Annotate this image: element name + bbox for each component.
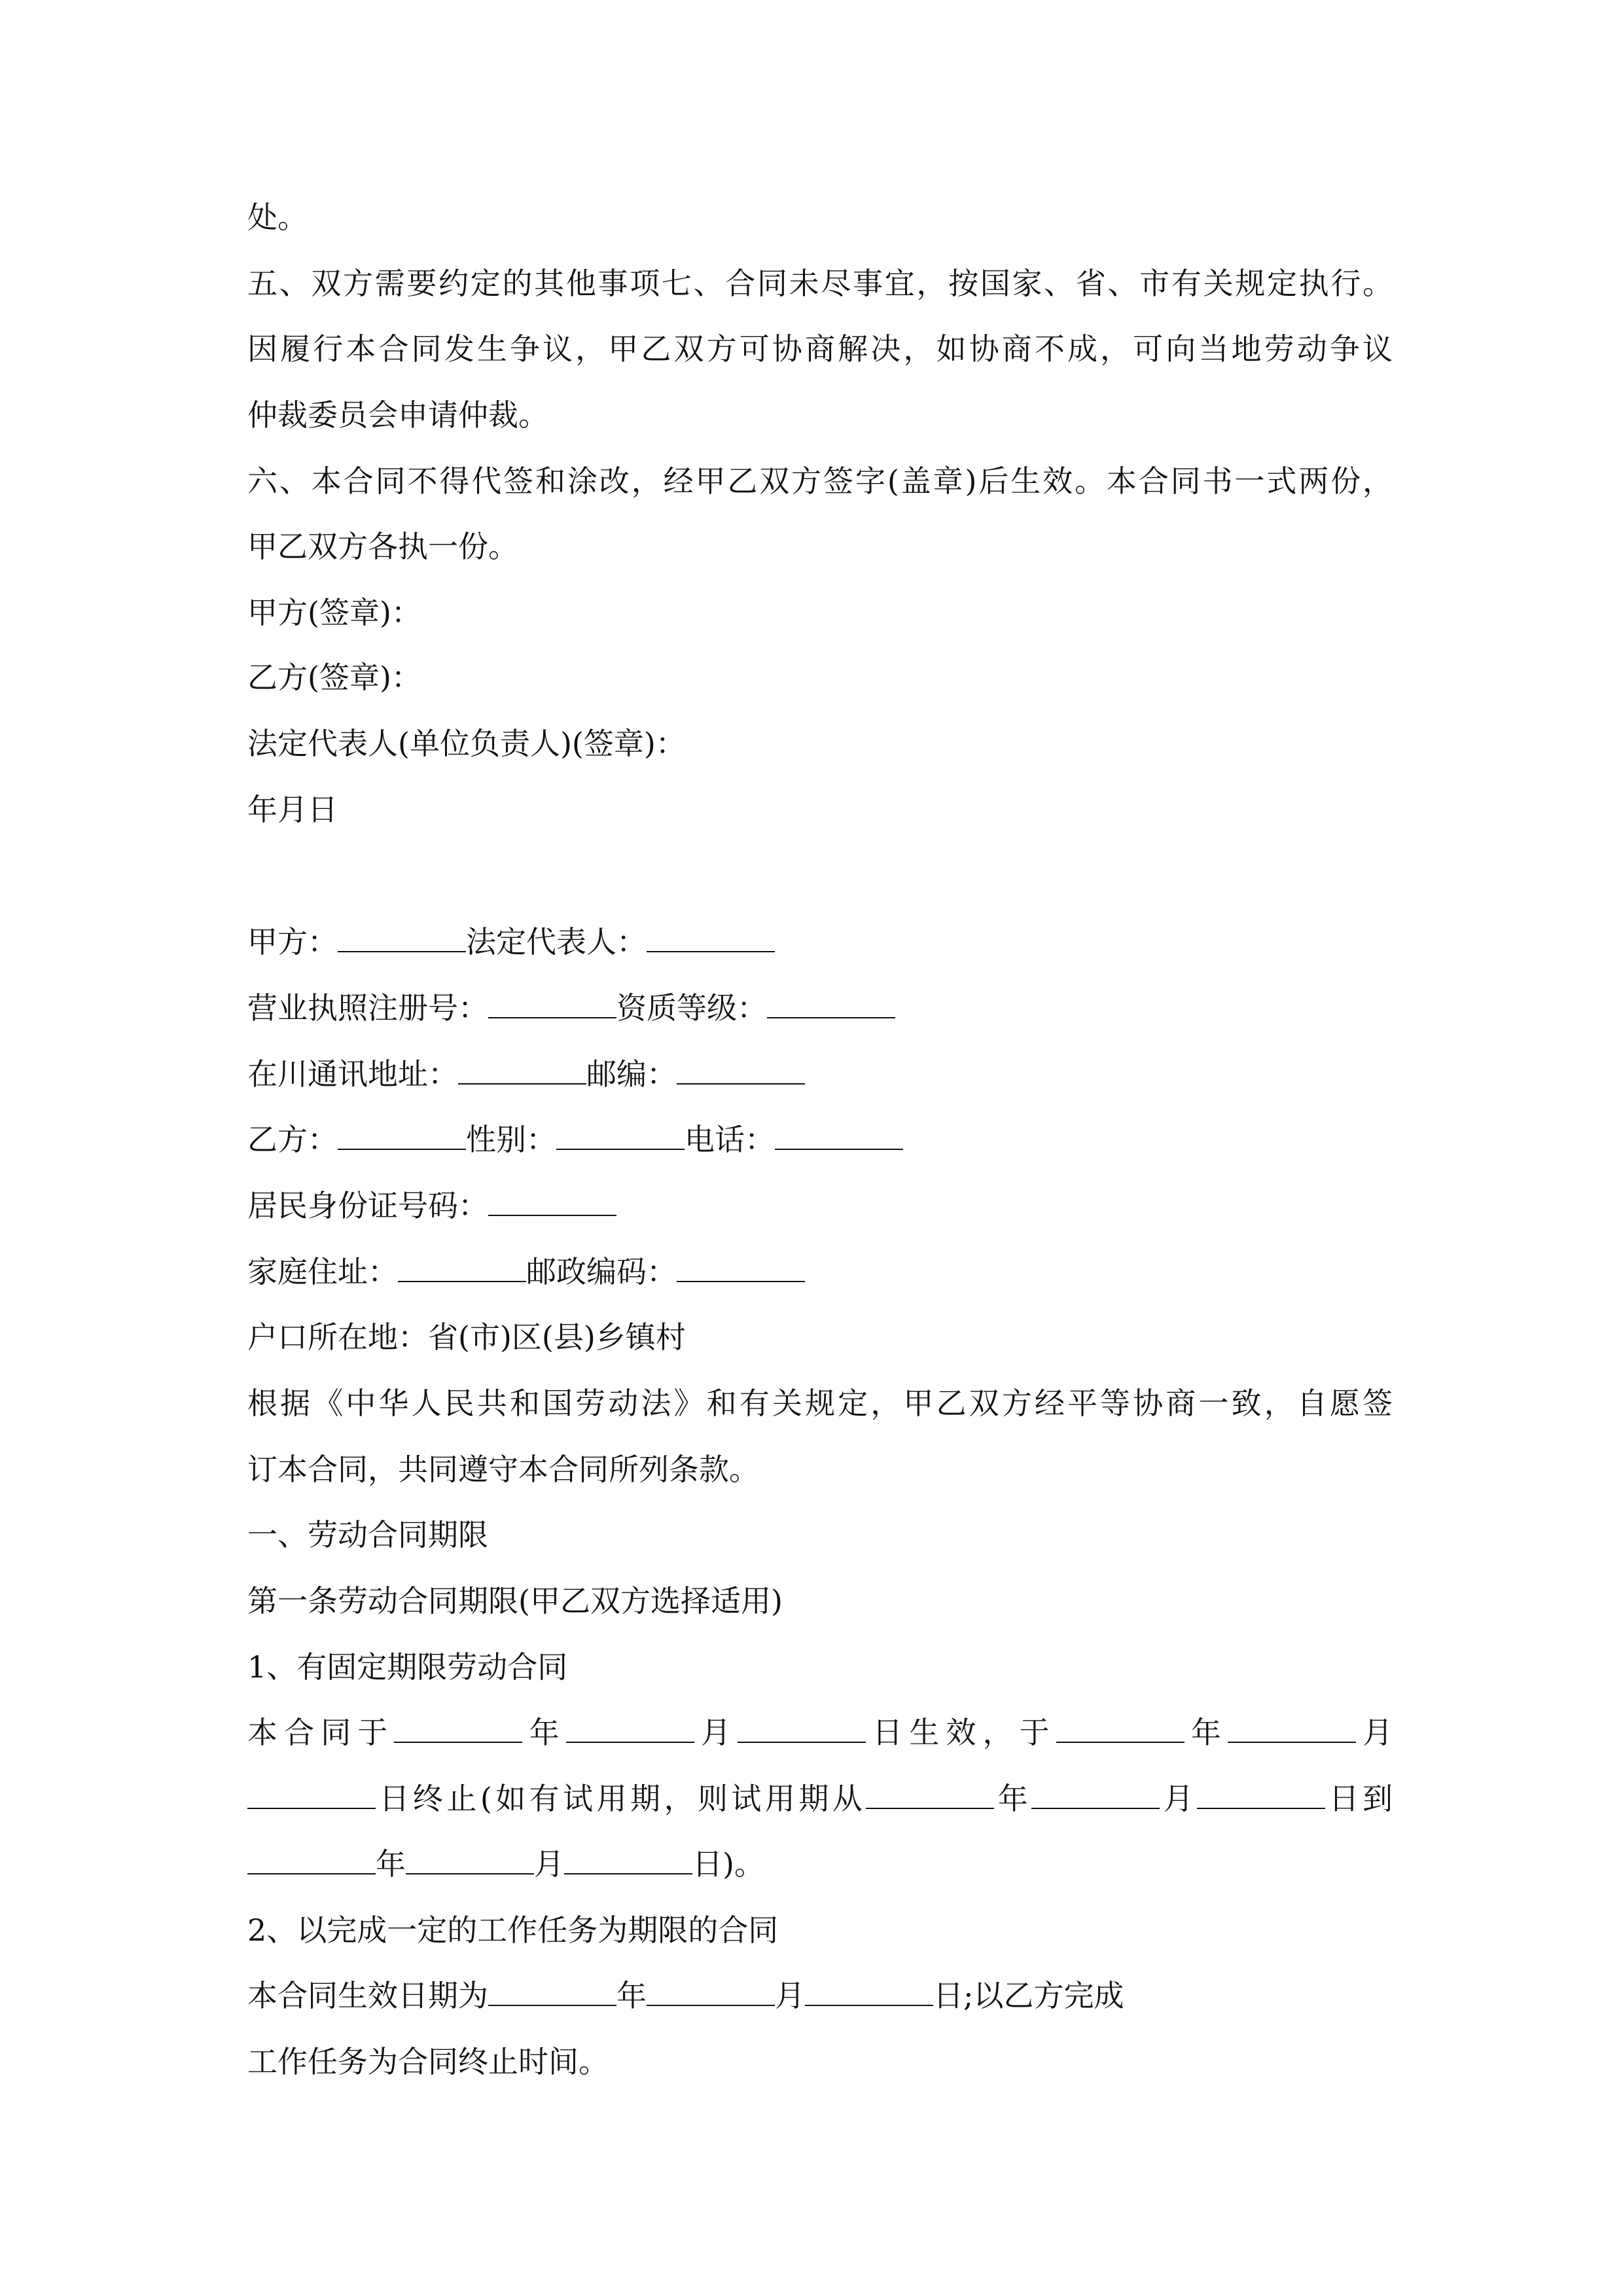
end-year-blank[interactable] — [1056, 1715, 1185, 1743]
party-b-row — [247, 1120, 1393, 1159]
text-line: 处。 — [247, 200, 308, 235]
postcode-blank[interactable] — [677, 1057, 805, 1085]
month-label: 月 — [694, 1715, 738, 1750]
task-term-line — [247, 1976, 1393, 2015]
signature-date: 年月日 — [247, 792, 338, 827]
text-line: 甲乙双方各执一份。 — [247, 529, 518, 564]
probation-end-year-blank[interactable] — [247, 1847, 376, 1874]
probation-start-year-blank[interactable] — [866, 1782, 994, 1809]
probation-start-day-blank[interactable] — [1197, 1782, 1325, 1809]
fixed-term-line-2 — [247, 1779, 1393, 1818]
text-line: 六、本合同不得代签和涂改，经甲乙双方签字(盖章)后生效。本合同书一式两份， — [247, 463, 1393, 499]
party-b-label: 乙方： — [247, 1122, 338, 1157]
gender-label: 性别： — [466, 1122, 556, 1157]
item-heading: 2、以完成一定的工作任务为期限的合同 — [247, 1912, 779, 1948]
grade-label: 资质等级： — [616, 990, 767, 1026]
license-label: 营业执照注册号： — [247, 990, 488, 1026]
probation-end-day-blank[interactable] — [564, 1847, 692, 1874]
paragraph-line: 根据《中华人民共和国劳动法》和有关规定，甲乙双方经平等协商一致，自愿签 — [247, 1386, 1393, 1421]
id-card-row — [247, 1186, 1393, 1225]
start-day-blank[interactable] — [738, 1715, 866, 1743]
party-a-name-blank[interactable] — [338, 925, 466, 952]
task-day-blank[interactable] — [805, 1979, 933, 2006]
start-year-blank[interactable] — [394, 1715, 522, 1743]
text-line: 仲裁委员会申请仲裁。 — [247, 397, 548, 433]
license-blank[interactable] — [488, 991, 616, 1018]
item-heading: 1、有固定期限劳动合同 — [247, 1649, 568, 1685]
phone-label: 电话： — [685, 1122, 775, 1157]
task-term-prefix: 本合同生效日期为 — [247, 1978, 488, 2013]
signature-party-a: 甲方(签章)： — [247, 595, 421, 630]
address-blank[interactable] — [458, 1057, 586, 1085]
home-row — [247, 1252, 1393, 1291]
home-postcode-label: 邮政编码： — [526, 1254, 677, 1289]
paragraph-line: 订本合同，共同遵守本合同所列条款。 — [247, 1452, 759, 1487]
party-a-row — [247, 922, 1393, 961]
party-b-name-blank[interactable] — [338, 1122, 466, 1150]
legal-rep-label: 法定代表人： — [466, 924, 647, 960]
home-postcode-blank[interactable] — [677, 1255, 805, 1282]
home-blank[interactable] — [398, 1255, 526, 1282]
close-label: 日)。 — [692, 1846, 764, 1882]
postcode-label: 邮编： — [586, 1056, 677, 1092]
legal-rep-blank[interactable] — [647, 925, 775, 952]
terminate-label: 日终止(如有试用期，则试用期从 — [376, 1781, 866, 1816]
year-label: 年 — [1184, 1715, 1228, 1750]
phone-blank[interactable] — [775, 1122, 903, 1150]
hukou-row: 户口所在地：省(市)区(县)乡镇村 — [247, 1319, 686, 1355]
paragraph-line: 工作任务为合同终止时间。 — [247, 2044, 609, 2079]
fixed-term-line-1 — [247, 1713, 1393, 1752]
address-label: 在川通讯地址： — [247, 1056, 458, 1092]
signature-party-b: 乙方(签章)： — [247, 660, 421, 695]
to-label: 日到 — [1325, 1781, 1393, 1816]
id-card-label: 居民身份证号码： — [247, 1188, 488, 1223]
signature-legal-rep: 法定代表人(单位负责人)(签章)： — [247, 726, 686, 761]
end-month-blank[interactable] — [1228, 1715, 1356, 1743]
task-term-suffix: 日;以乙方完成 — [933, 1978, 1124, 2013]
year-label: 年 — [616, 1978, 647, 2013]
fixed-term-line-3 — [247, 1844, 1393, 1884]
start-month-blank[interactable] — [566, 1715, 694, 1743]
year-label: 年 — [522, 1715, 566, 1750]
text-line: 因履行本合同发生争议，甲乙双方可协商解决，如协商不成，可向当地劳动争议 — [247, 331, 1393, 367]
year-label: 年 — [376, 1846, 406, 1882]
fixed-term-prefix: 本合同于 — [247, 1715, 395, 1750]
id-card-blank[interactable] — [488, 1189, 616, 1216]
probation-start-month-blank[interactable] — [1031, 1782, 1160, 1809]
business-row — [247, 988, 1393, 1028]
month-label: 月 — [775, 1978, 805, 2013]
month-label: 月 — [534, 1846, 564, 1882]
grade-blank[interactable] — [767, 991, 895, 1018]
year-label: 年 — [994, 1781, 1032, 1816]
end-day-blank[interactable] — [247, 1782, 376, 1809]
text-line: 五、双方需要约定的其他事项七、合同未尽事宜，按国家、省、市有关规定执行。 — [247, 266, 1393, 301]
task-year-blank[interactable] — [488, 1979, 616, 2006]
address-row — [247, 1054, 1393, 1094]
gender-blank[interactable] — [556, 1122, 685, 1150]
article-heading: 第一条劳动合同期限(甲乙双方选择适用) — [247, 1583, 783, 1619]
effective-label: 日生效，于 — [865, 1715, 1056, 1750]
task-month-blank[interactable] — [647, 1979, 775, 2006]
month-label: 月 — [1355, 1715, 1393, 1750]
probation-end-month-blank[interactable] — [406, 1847, 534, 1874]
section-heading: 一、劳动合同期限 — [247, 1517, 488, 1552]
party-a-label: 甲方： — [247, 924, 338, 960]
month-label: 月 — [1160, 1781, 1198, 1816]
home-label: 家庭住址： — [247, 1254, 398, 1289]
